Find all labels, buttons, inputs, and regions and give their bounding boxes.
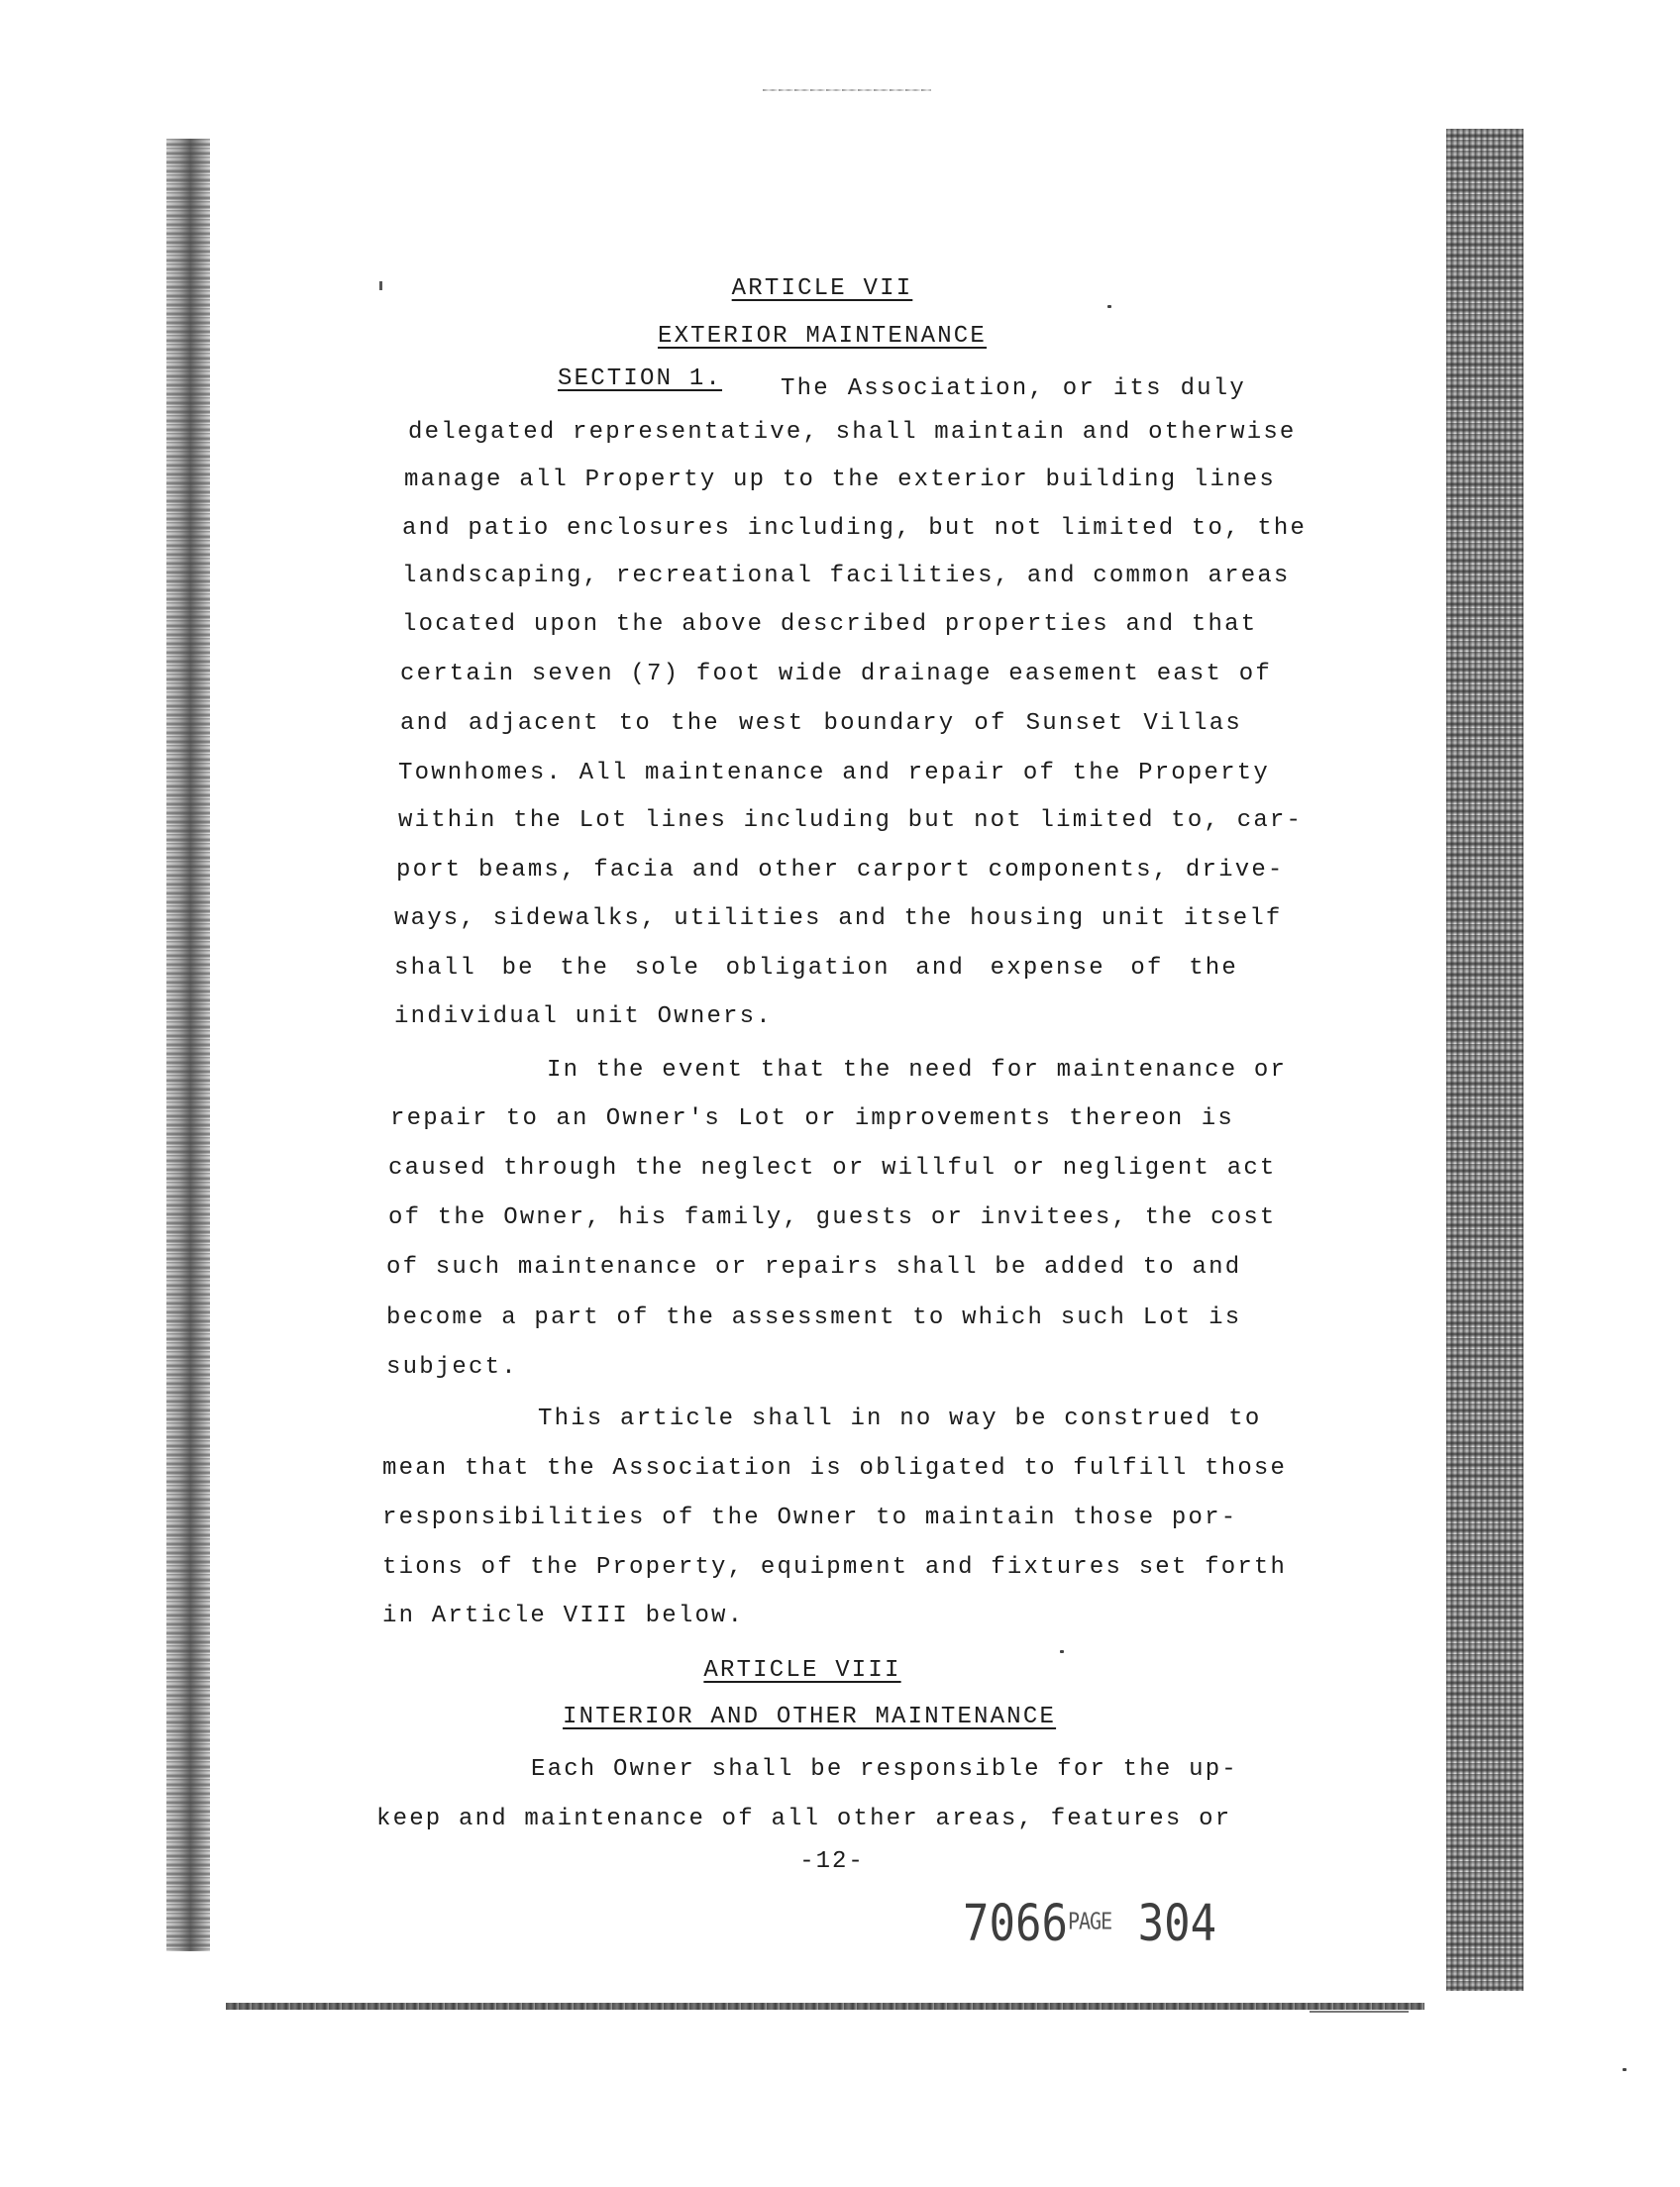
body-line: manage all Property up to the exterior building lines [404, 467, 1276, 493]
article-vii-subheading: EXTERIOR MAINTENANCE [657, 323, 988, 350]
body-line: individual unit Owners. [394, 1003, 773, 1030]
scan-edge-left [166, 139, 210, 1951]
body-line: of such maintenance or repairs shall be added to and [386, 1254, 1242, 1281]
body-line: responsibilities of the Owner to maintain those por- [382, 1505, 1238, 1531]
article-vii-heading: ARTICLE VII [731, 275, 913, 302]
body-line: shall be the sole obligation and expense of the [394, 955, 1238, 982]
scan-edge-right [1446, 129, 1523, 1991]
body-line: subject. [386, 1354, 518, 1381]
body-line: landscaping, recreational facilities, and common areas [402, 563, 1291, 589]
body-line: tions of the Property, equipment and fixtures set forth [382, 1554, 1288, 1581]
body-line: ways, sidewalks, utilities and the housing unit itself [394, 905, 1283, 932]
body-line: In the event that the need for maintenance or [547, 1057, 1288, 1084]
body-line: and adjacent to the west boundary of Sunset Villas [400, 710, 1242, 737]
body-line: Townhomes. All maintenance and repair of the Property [398, 760, 1270, 786]
scan-speck [1107, 305, 1111, 308]
body-line: and patio enclosures including, but not limited to, the [402, 515, 1308, 542]
body-line: caused through the neglect or willful or negligent act [388, 1155, 1277, 1182]
scan-edge-bottom [226, 2003, 1424, 2010]
scan-tick-mark [379, 281, 382, 290]
article-viii-subheading: INTERIOR AND OTHER MAINTENANCE [563, 1704, 1057, 1730]
body-line: repair to an Owner's Lot or improvements thereon is [390, 1105, 1234, 1132]
page-number: -12- [799, 1848, 865, 1875]
page-word: PAGE [1067, 1907, 1112, 1935]
scan-smudge-top [763, 89, 931, 91]
body-line: keep and maintenance of all other areas, features or [376, 1806, 1232, 1832]
body-line: port beams, facia and other carport components, drive- [396, 857, 1285, 884]
body-line: located upon the above described properties and that [402, 611, 1258, 638]
scan-edge-bottom-right [1310, 2011, 1409, 2013]
recording-stamp [963, 1895, 1216, 1953]
section-1-label: SECTION 1. [558, 365, 723, 392]
body-line: certain seven (7) foot wide drainage easement east of [400, 661, 1272, 687]
scan-speck [1623, 2068, 1627, 2071]
scan-speck [1060, 1650, 1064, 1653]
body-line: delegated representative, shall maintain and otherwise [408, 419, 1297, 446]
body-line: This article shall in no way be construed to [538, 1406, 1262, 1432]
body-line: become a part of the assessment to which such Lot is [386, 1304, 1242, 1331]
body-line: Each Owner shall be responsible for the up- [531, 1756, 1238, 1783]
body-line: of the Owner, his family, guests or invitees, the cost [388, 1204, 1277, 1231]
book-number: 7066 [963, 1895, 1068, 1953]
recording-page-number: 304 [1137, 1895, 1217, 1953]
section-1-first-line: The Association, or its duly [781, 375, 1246, 402]
body-line: within the Lot lines including but not limited to, car- [398, 807, 1304, 834]
body-line: in Article VIII below. [382, 1603, 745, 1629]
body-line: mean that the Association is obligated to fulfill those [382, 1455, 1288, 1482]
article-viii-heading: ARTICLE VIII [703, 1657, 901, 1684]
